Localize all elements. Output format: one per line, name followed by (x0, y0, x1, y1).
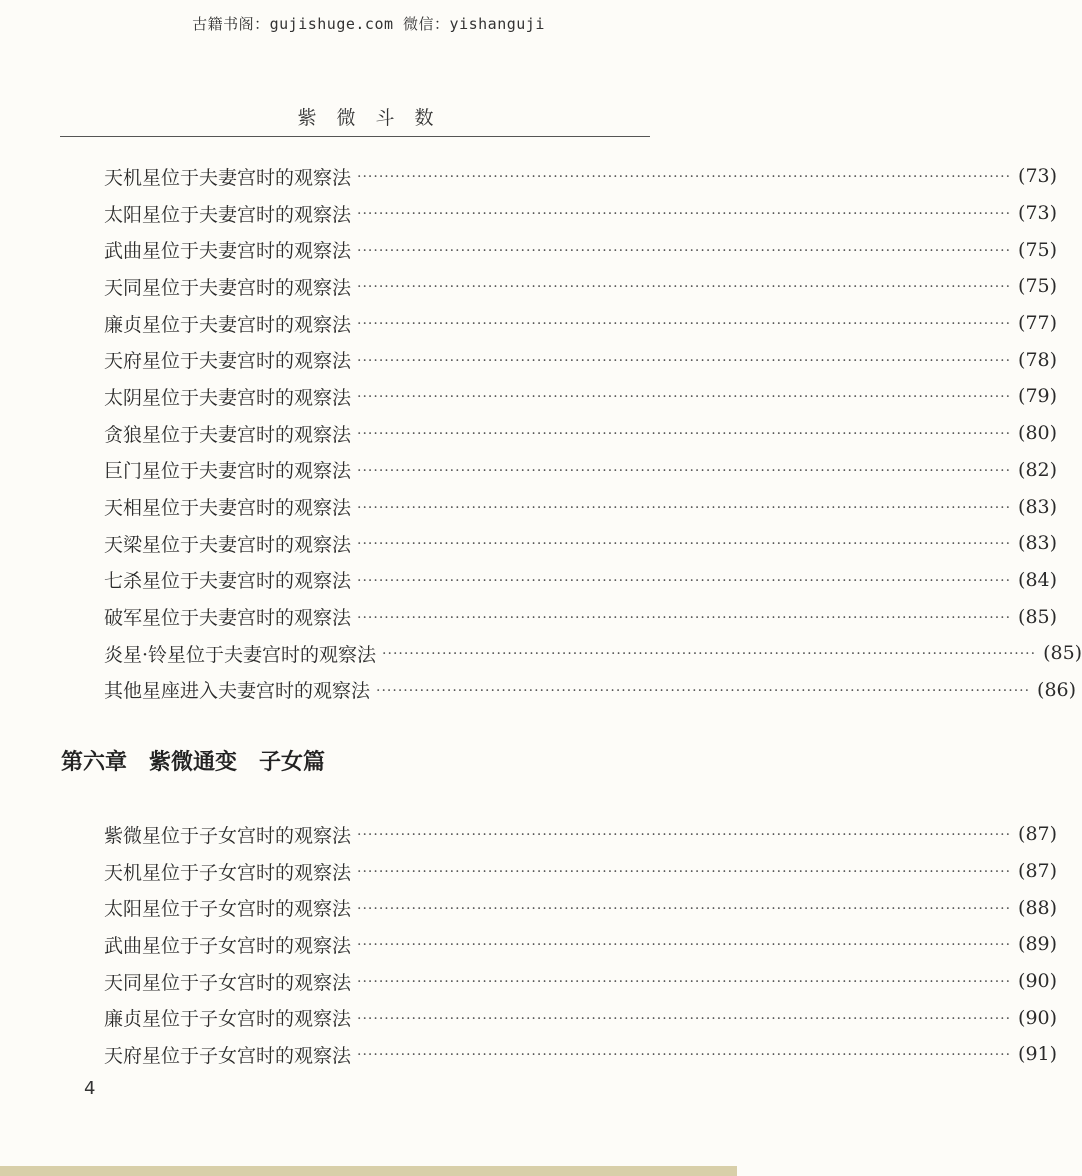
toc-dot-leader: ························································································································ (357, 1010, 1012, 1027)
toc-entry-page: (82) (1018, 458, 1058, 481)
toc-entry-title: 天同星位于夫妻宫时的观察法 (104, 276, 352, 299)
toc-entry (104, 889, 1058, 926)
toc-entry-page: (85) (1043, 642, 1082, 665)
toc-dot-leader: ························································································································ (357, 316, 1012, 333)
toc-dot-leader: ························································································································ (357, 242, 1012, 259)
toc-dot-leader: ························································································································ (357, 279, 1012, 296)
toc-entry-page: (75) (1018, 238, 1058, 261)
toc-dot-leader: ························································································································ (357, 426, 1012, 443)
toc-entry (104, 853, 1058, 890)
toc-entry (104, 635, 1082, 672)
toc-entry-page: (83) (1018, 495, 1058, 518)
toc-dot-leader: ························································································································ (357, 974, 1012, 991)
toc-entry-title: 太阴星位于夫妻宫时的观察法 (104, 386, 352, 409)
toc-entry-title: 炎星·铃星位于夫妻宫时的观察法 (104, 643, 377, 666)
toc-entry-title: 天同星位于子女宫时的观察法 (104, 971, 352, 994)
toc-entry-title: 太阳星位于子女宫时的观察法 (104, 898, 352, 921)
toc-entry-page: (88) (1018, 896, 1058, 919)
toc-entry (104, 158, 1058, 195)
toc-entry-page: (79) (1018, 385, 1058, 408)
page-number: 4 (84, 1078, 96, 1099)
toc-entry-title: 贪狼星位于夫妻宫时的观察法 (104, 423, 352, 446)
toc-dot-leader: ························································································································ (357, 169, 1012, 186)
toc-entry (104, 305, 1058, 342)
toc-entry (104, 999, 1058, 1036)
toc-entry-title: 天府星位于夫妻宫时的观察法 (104, 350, 352, 373)
toc-dot-leader: ························································································································ (357, 206, 1012, 223)
toc-list-section-one (104, 158, 1082, 708)
toc-dot-leader: ························································································································ (357, 609, 1012, 626)
toc-entry-page: (83) (1018, 532, 1058, 555)
toc-entry-title: 七杀星位于夫妻宫时的观察法 (104, 570, 352, 593)
toc-dot-leader: ························································································································ (357, 937, 1012, 954)
toc-dot-leader: ························································································································ (357, 499, 1012, 516)
running-head: 紫微斗数 (297, 107, 454, 129)
toc-dot-leader: ························································································································ (357, 864, 1012, 881)
toc-entry (104, 195, 1058, 232)
toc-entry-title: 武曲星位于子女宫时的观察法 (104, 934, 352, 957)
toc-dot-leader: ························································································································ (357, 827, 1012, 844)
toc-entry-title: 武曲星位于夫妻宫时的观察法 (104, 240, 352, 263)
toc-entry (104, 816, 1058, 853)
toc-entry (104, 672, 1077, 709)
toc-entry-title: 巨门星位于夫妻宫时的观察法 (104, 460, 352, 483)
scan-edge-band (0, 1166, 737, 1176)
toc-entry-title: 廉贞星位于夫妻宫时的观察法 (104, 313, 352, 336)
toc-dot-leader: ························································································································ (357, 536, 1012, 553)
toc-entry-page: (73) (1018, 165, 1058, 188)
toc-entry-title: 廉贞星位于子女宫时的观察法 (104, 1008, 352, 1031)
header-rule (60, 136, 650, 137)
toc-entry (104, 963, 1058, 1000)
toc-entry-page: (80) (1018, 422, 1058, 445)
toc-entry-title: 太阳星位于夫妻宫时的观察法 (104, 203, 352, 226)
toc-entry-page: (78) (1018, 348, 1058, 371)
toc-entry-title: 天相星位于夫妻宫时的观察法 (104, 497, 352, 520)
toc-entry-title: 天机星位于夫妻宫时的观察法 (104, 166, 352, 189)
toc-entry (104, 926, 1058, 963)
toc-dot-leader: ························································································································ (357, 1047, 1012, 1064)
toc-entry-page: (85) (1018, 605, 1058, 628)
toc-entry-page: (89) (1018, 933, 1058, 956)
toc-entry (104, 598, 1058, 635)
toc-entry-page: (84) (1018, 568, 1058, 591)
watermark-text: 古籍书阁：gujishuge.com 微信：yishanguji (192, 15, 545, 33)
toc-entry-title: 天机星位于子女宫时的观察法 (104, 861, 352, 884)
chapter-heading: 第六章 紫微通变 子女篇 (61, 750, 326, 775)
toc-entry-title: 天府星位于子女宫时的观察法 (104, 1044, 352, 1067)
toc-entry (104, 378, 1058, 415)
toc-entry (104, 1036, 1058, 1073)
toc-entry (104, 488, 1058, 525)
toc-entry-page: (90) (1018, 1006, 1058, 1029)
toc-entry-title: 紫微星位于子女宫时的观察法 (104, 824, 352, 847)
toc-dot-leader: ························································································································ (357, 900, 1012, 917)
toc-entry-page: (91) (1018, 1043, 1058, 1066)
toc-entry-page: (77) (1018, 312, 1058, 335)
toc-entry-page: (75) (1018, 275, 1058, 298)
toc-entry-title: 破军星位于夫妻宫时的观察法 (104, 607, 352, 630)
toc-entry-title: 其他星座进入夫妻宫时的观察法 (104, 680, 371, 703)
toc-dot-leader: ························································································································ (357, 462, 1012, 479)
toc-dot-leader: ························································································································ (382, 646, 1037, 663)
toc-dot-leader: ························································································································ (357, 389, 1012, 406)
toc-entry (104, 452, 1058, 489)
toc-entry-page: (90) (1018, 970, 1058, 993)
toc-entry (104, 231, 1058, 268)
toc-entry-page: (86) (1037, 678, 1077, 701)
toc-entry (104, 341, 1058, 378)
toc-dot-leader: ························································································································ (357, 572, 1012, 589)
toc-entry (104, 562, 1058, 599)
toc-dot-leader: ························································································································ (357, 352, 1012, 369)
toc-entry (104, 415, 1058, 452)
toc-entry (104, 525, 1058, 562)
toc-dot-leader: ························································································································ (376, 682, 1031, 699)
toc-entry-page: (73) (1018, 202, 1058, 225)
toc-list-section-two (104, 816, 1058, 1073)
toc-entry-page: (87) (1018, 860, 1058, 883)
toc-entry (104, 268, 1058, 305)
toc-entry-page: (87) (1018, 823, 1058, 846)
toc-entry-title: 天梁星位于夫妻宫时的观察法 (104, 533, 352, 556)
